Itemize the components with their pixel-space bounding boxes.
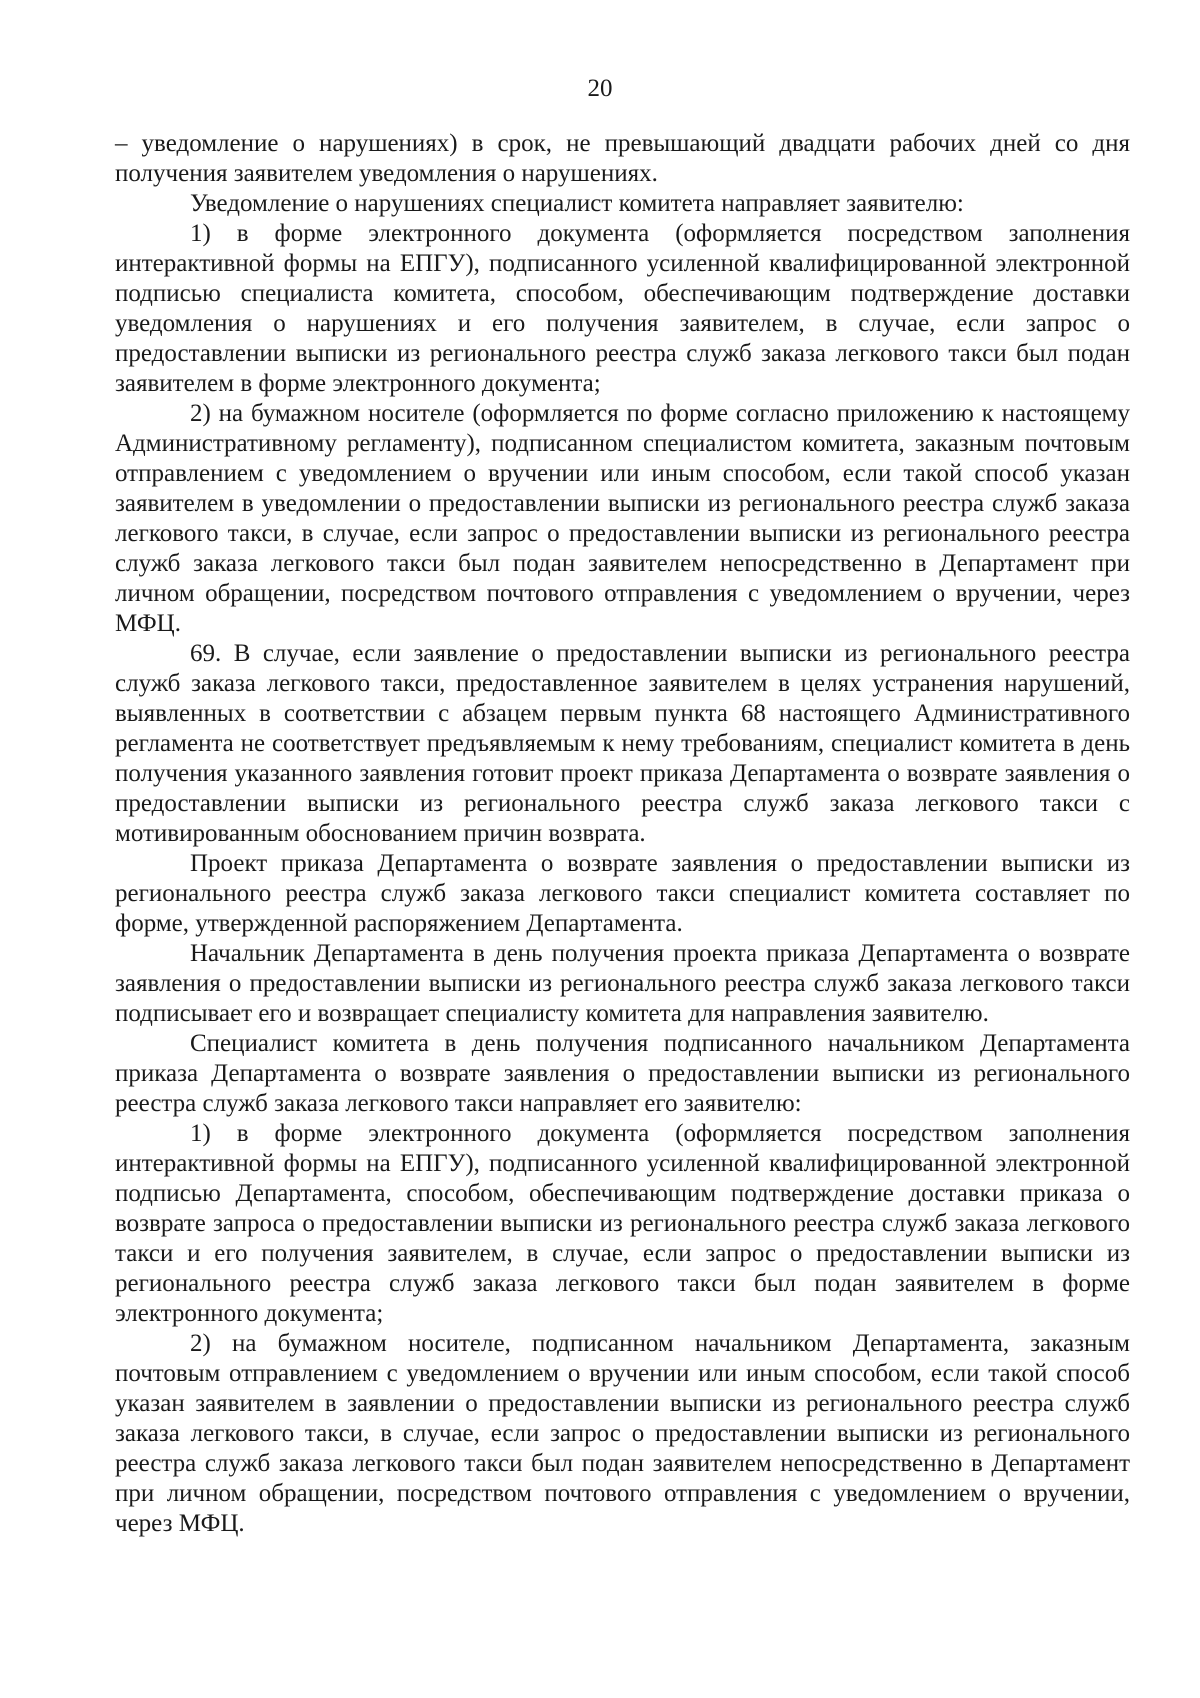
paragraph-notification-paper: 2) на бумажном носителе (оформляется по форме согласно приложению к настоящему Административному регламенту), подписанном специалистом комитета, заказным почтовым отправлением с уведомлением о вручении или иным способом, если такой способ указан заявителем в уведомлении о предоставлении выписки из регионального реестра служб заказа легкового такси, в случае, если запрос о предоставлении выписки из регионального реестра служб заказа легкового такси был подан заявителем непосредственно в Департамент при личном обращении, посредством почтового отправления с уведомлением о вручении, через МФЦ. — [115, 400, 1130, 637]
paragraph-notification-electronic: 1) в форме электронного документа (оформляется посредством заполнения интерактивной формы на ЕПГУ), подписанного усиленной квалифицированной электронной подписью специалиста комитета, способом, обеспечивающим подтверждение доставки уведомления о нарушениях и его получения заявителем, в случае, если запрос о предоставлении выписки из регионального реестра служб заказа легкового такси был подан заявителем в форме электронного документа; — [115, 220, 1130, 397]
paragraph-order-paper: 2) на бумажном носителе, подписанном начальником Департамента, заказным почтовым отправлением с уведомлением о вручении или иным способом, если такой способ указан заявителем в заявлении о предоставлении выписки из регионального реестра служб заказа легкового такси, в случае, если запрос о предоставлении выписки из регионального реестра служб заказа легкового такси был подан заявителем непосредственно в Департамент при личном обращении, посредством почтового отправления с уведомлением о вручении, через МФЦ. — [115, 1330, 1130, 1537]
paragraph-order-electronic: 1) в форме электронного документа (оформляется посредством заполнения интерактивной формы на ЕПГУ), подписанного усиленной квалифицированной электронной подписью Департамента, способом, обеспечивающим подтверждение доставки приказа о возврате запроса о предоставлении выписки из регионального реестра служб заказа легкового такси и его получения заявителем, в случае, если запрос о предоставлении выписки из регионального реестра служб заказа легкового такси был подан заявителем в форме электронного документа; — [115, 1120, 1130, 1327]
paragraph-draft-order: Проект приказа Департамента о возврате заявления о предоставлении выписки из регионального реестра служб заказа легкового такси специалист комитета составляет по форме, утвержденной распоряжением Департамента. — [115, 850, 1130, 937]
paragraph-notification-intro: Уведомление о нарушениях специалист комитета направляет заявителю: — [190, 190, 964, 217]
paragraph-continuation: – уведомление о нарушениях) в срок, не превышающий двадцати рабочих дней со дня получения заявителем уведомления о нарушениях. — [115, 130, 1130, 187]
document-body — [115, 129, 1130, 1539]
paragraph-specialist-sends: Специалист комитета в день получения подписанного начальником Департамента приказа Департамента о возврате заявления о предоставлении выписки из регионального реестра служб заказа легкового такси направляет его заявителю: — [115, 1030, 1130, 1117]
page-number: 20 — [587, 75, 613, 102]
paragraph-head-signs: Начальник Департамента в день получения проекта приказа Департамента о возврате заявления о предоставлении выписки из регионального реестра служб заказа легкового такси подписывает его и возвращает специалисту комитета для направления заявителю. — [115, 940, 1130, 1027]
paragraph-item-69: 69. В случае, если заявление о предоставлении выписки из регионального реестра служб заказа легкового такси, предоставленное заявителем в целях устранения нарушений, выявленных в соответствии с абзацем первым пункта 68 настоящего Административного регламента не соответствует предъявляемым к нему требованиям, специалист комитета в день получения указанного заявления готовит проект приказа Департамента о возврате заявления о предоставлении выписки из регионального реестра служб заказа легкового такси с мотивированным обоснованием причин возврата. — [115, 640, 1130, 847]
